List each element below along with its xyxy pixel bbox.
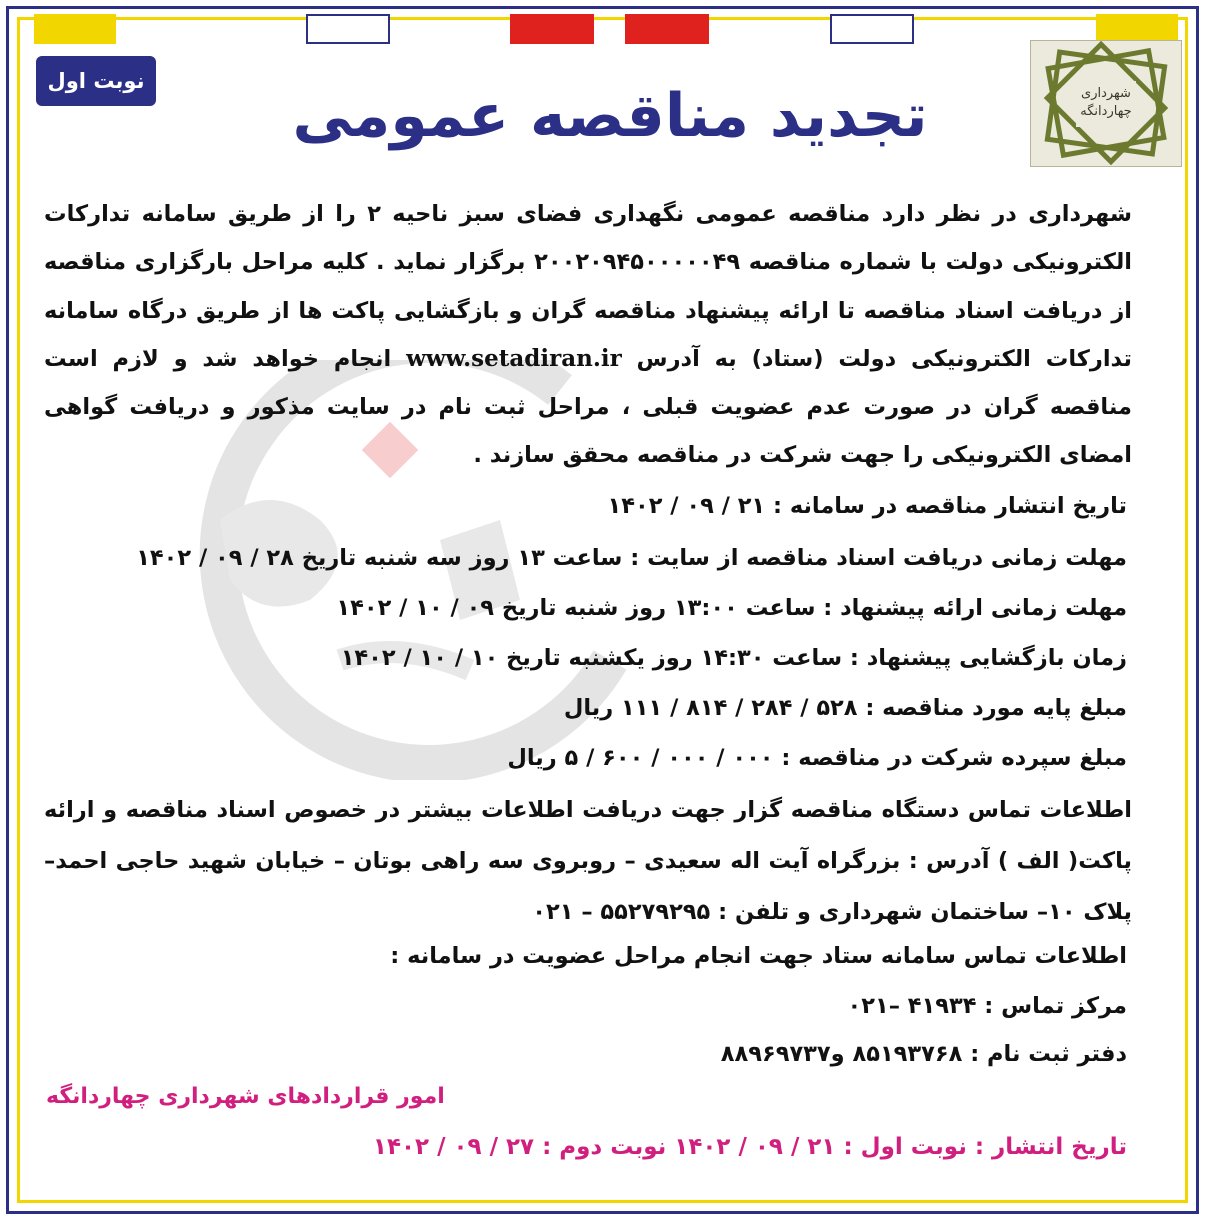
- red-strip-right: [625, 14, 709, 44]
- contracts-office: امور قراردادهای شهرداری چهاردانگه: [46, 1084, 445, 1109]
- publish-date-line: تاریخ انتشار مناقصه در سامانه : ۲۱ / ۰۹ / ۱۴۰۲: [607, 493, 1127, 519]
- doc-deadline-line: مهلت زمانی دریافت اسناد مناقصه از سایت : ساعت ۱۳ روز سه شنبه تاریخ ۲۸ / ۰۹ / ۱۴۰۲: [136, 545, 1127, 571]
- yellow-strip: [34, 14, 116, 44]
- intro-text-part1: شهرداری در نظر دارد مناقصه عمومی نگهداری فضای سبز ناحیه ۲ را از طریق سامانه تدارکات الکترونیکی دولت با شماره مناقصه ۲۰۰۲۰۹۴۵۰۰۰۰۰۴۹ برگزار نماید . کلیه مراحل بارگزاری مناقصه از دریافت اسناد مناقصه تا ارائه پیشنهاد مناقصه گران و بازگشایی پاکت ها از طریق درگاه سامانه تدارکات الکترونیکی دولت (ستاد) به آدرس: [44, 201, 1133, 372]
- publication-dates: تاریخ انتشار : نوبت اول : ۲۱ / ۰۹ / ۱۴۰۲ نوبت دوم : ۲۷ / ۰۹ / ۱۴۰۲: [372, 1134, 1127, 1160]
- page-title: تجدید مناقصه عمومی: [292, 81, 928, 151]
- white-strip-right: [830, 14, 914, 44]
- deposit-amount-line: مبلغ سپرده شرکت در مناقصه : ۰۰۰ / ۰۰۰ / ۶۰۰ / ۵ ریال: [507, 745, 1127, 771]
- base-amount-line: مبلغ پایه مورد مناقصه : ۵۲۸ / ۲۸۴ / ۸۱۴ / ۱۱۱ ریال: [563, 695, 1127, 721]
- setad-contact-heading: اطلاعات تماس سامانه ستاد جهت انجام مراحل عضویت در سامانه :: [390, 943, 1127, 969]
- offer-deadline-line: مهلت زمانی ارائه پیشنهاد : ساعت ۱۳:۰۰ روز شنبه تاریخ ۰۹ / ۱۰ / ۱۴۰۲: [336, 595, 1127, 621]
- municipality-logo: [1030, 40, 1182, 167]
- first-publication-badge: نوبت اول: [36, 56, 156, 106]
- white-strip-left: [306, 14, 390, 44]
- intro-paragraph: [44, 190, 1132, 480]
- red-strip-left: [510, 14, 594, 44]
- contact-paragraph: اطلاعات تماس دستگاه مناقصه گزار جهت دریافت اطلاعات بیشتر در خصوص اسناد مناقصه و ارائه پاکت( الف ) آدرس : بزرگراه آیت اله سعیدی – روبروی سه راهی بوتان – خیابان شهید حاجی احمد– پلاک ۱۰– ساختمان شهرداری و تلفن : ۵۵۲۷۹۲۹۵ – ۰۲۱: [44, 797, 1132, 925]
- call-center-line: مرکز تماس : ۴۱۹۳۴ –۰۲۱: [847, 993, 1127, 1019]
- intro-text-part2: انجام خواهد شد و لازم است مناقصه گران در صورت عدم عضویت قبلی ، مراحل ثبت نام در سایت مذکور و دریافت گواهی امضای الکترونیکی را جهت شرکت در مناقصه محقق سازند .: [44, 345, 1132, 469]
- opening-time-line: زمان بازگشایی پیشنهاد : ساعت ۱۴:۳۰ روز یکشنبه تاریخ ۱۰ / ۱۰ / ۱۴۰۲: [340, 645, 1127, 671]
- logo-line1: شهرداری: [1081, 86, 1131, 101]
- website-link[interactable]: www.setadiran.ir: [406, 344, 622, 372]
- logo-line2: چهاردانگه: [1080, 104, 1132, 119]
- registration-office-line: دفتر ثبت نام : ۸۵۱۹۳۷۶۸ و۸۸۹۶۹۷۳۷: [720, 1041, 1127, 1067]
